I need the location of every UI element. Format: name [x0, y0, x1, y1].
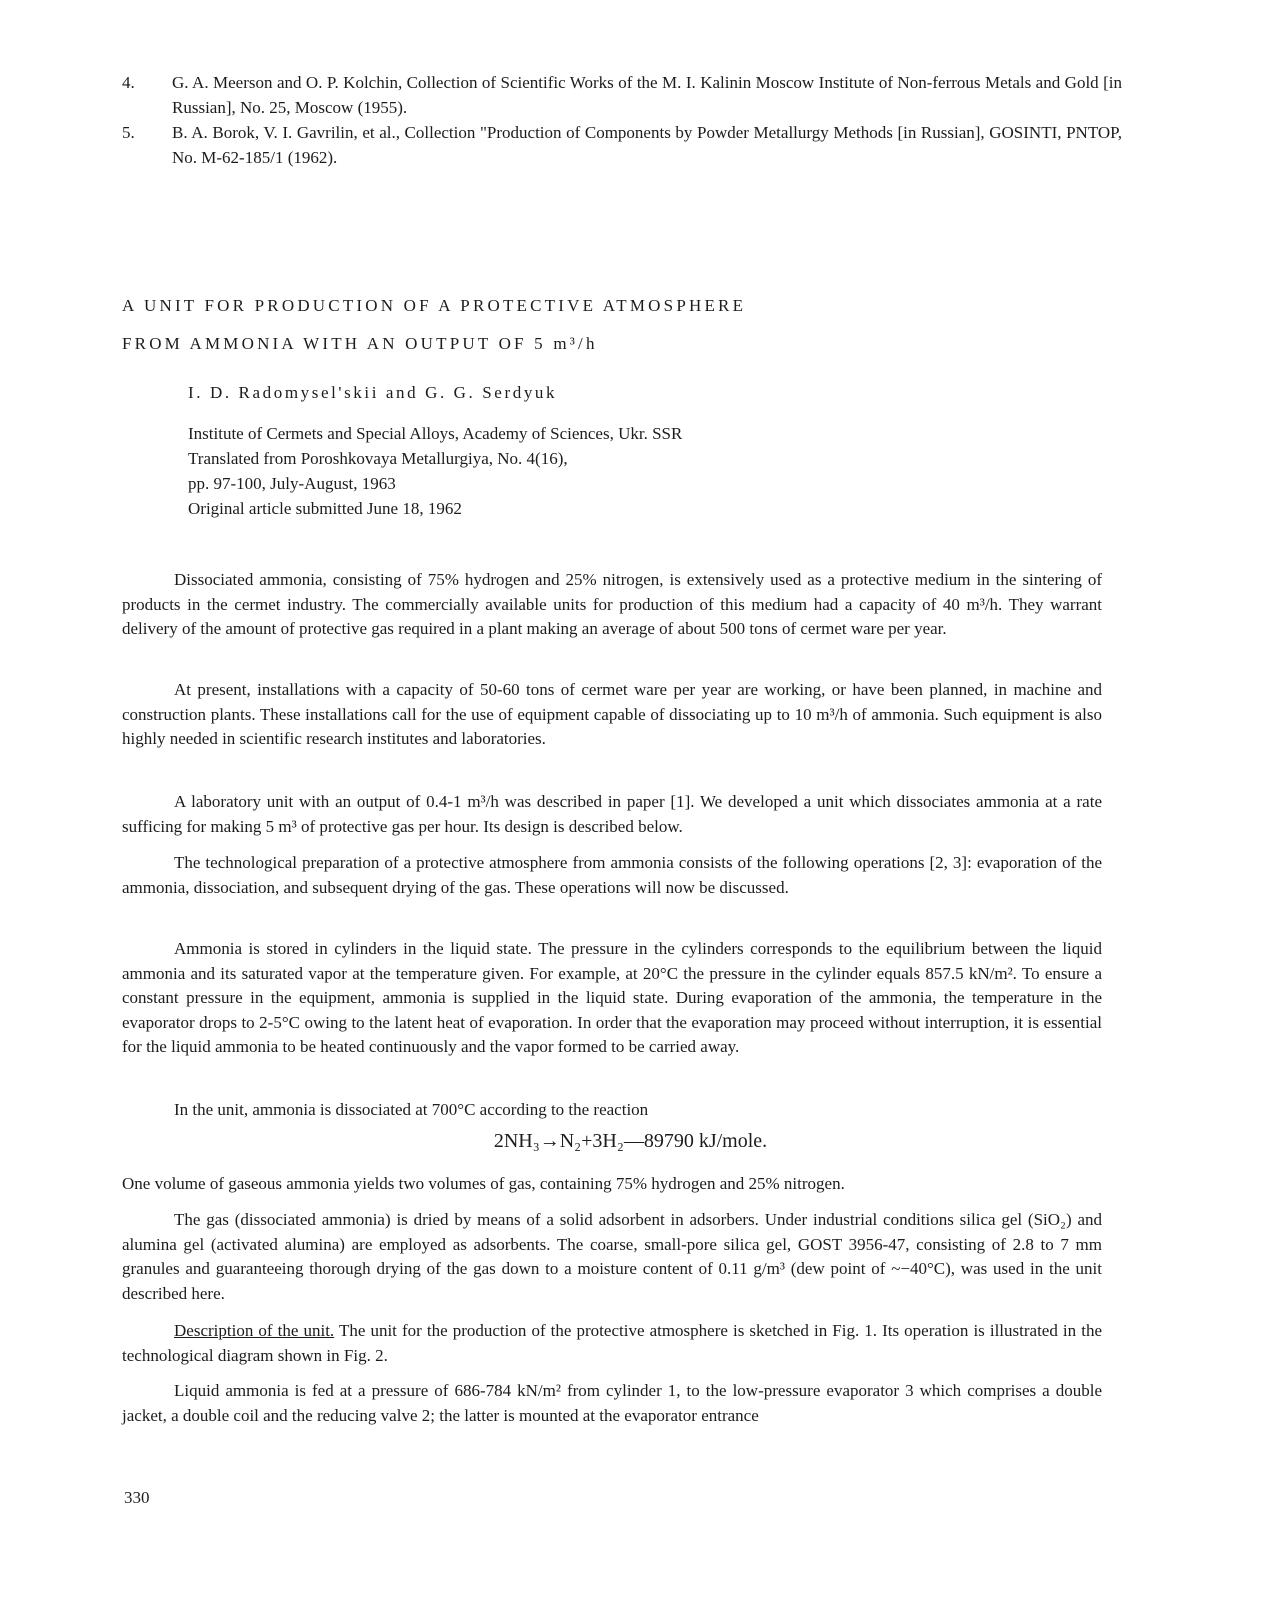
paragraph-10: Liquid ammonia is fed at a pressure of 686-784 kN/m² from cylinder 1, to the low-pressure evaporator 3 which comprises a double jacket, a double coil and the reducing valve 2; the latter is mounted at the evaporator entrance — [122, 1381, 1102, 1425]
reference-number: 4. — [122, 73, 135, 92]
reference-5 — [122, 120, 1122, 170]
paragraph-4: The technological preparation of a protective atmosphere from ammonia consists of the following operations [2, 3]: evaporation of the ammonia, dissociation, and subsequent drying of the gas. These operations will now be discussed. — [122, 853, 1102, 897]
paragraph-7: One volume of gaseous ammonia yields two volumes of gas, containing 75% hydrogen and 25% nitrogen. — [122, 1174, 845, 1193]
paragraph-2: At present, installations with a capacity of 50-60 tons of cermet ware per year are working, or have been planned, in machine and construction plants. These installations call for the use of equipment capable of dissociating up to 10 m³/h of ammonia. Such equipment is also highly needed in scientific research institutes and laboratories. — [122, 680, 1102, 748]
paragraph-9-text: The unit for the production of the protective atmosphere is sketched in Fig. 1. Its operation is illustrated in the technological diagram shown in Fig. 2. — [122, 1321, 1102, 1365]
affiliation-line: Translated from Poroshkovaya Metallurgiya, No. 4(16), — [188, 449, 568, 468]
article-title-line-2: FROM AMMONIA WITH AN OUTPUT OF 5 m³/h — [122, 334, 598, 353]
affiliation-line: Institute of Cermets and Special Alloys, Academy of Sciences, Ukr. SSR — [188, 424, 683, 443]
affiliation-line: pp. 97-100, July-August, 1963 — [188, 474, 396, 493]
article-authors: I. D. Radomysel'skii and G. G. Serdyuk — [188, 383, 558, 402]
article-title-line-1: A UNIT FOR PRODUCTION OF A PROTECTIVE ATMOSPHERE — [122, 296, 747, 315]
paragraph-1: Dissociated ammonia, consisting of 75% hydrogen and 25% nitrogen, is extensively used as a protective medium in the sintering of products in the cermet industry. The commercially available units for production of this medium had a capacity of 40 m³/h. They warrant delivery of the amount of protective gas required in a plant making an average of about 500 tons of cermet ware per year. — [122, 570, 1102, 638]
paragraph-3: A laboratory unit with an output of 0.4-1 m³/h was described in paper [1]. We developed a unit which dissociates ammonia at a rate sufficing for making 5 m³ of protective gas per hour. Its design is described below. — [122, 792, 1102, 836]
reaction-equation: 2NH₃→N₂+3H₂—89790 kJ/mole. — [493, 1130, 768, 1152]
page-number: 330 — [124, 1488, 150, 1507]
reference-4 — [122, 70, 1122, 120]
paragraph-9 — [122, 1319, 1102, 1368]
paragraph-5: Ammonia is stored in cylinders in the liquid state. The pressure in the cylinders corresponds to the equilibrium between the liquid ammonia and its saturated vapor at the temperature given. For example, at 20°C the pressure in the cylinder equals 857.5 kN/m². To ensure a constant pressure in the equipment, ammonia is supplied in the liquid state. During evaporation of the ammonia, the temperature in the evaporator drops to 2-5°C owing to the latent heat of evaporation. In order that the evaporation may proceed without interruption, it is essential for the liquid ammonia to be heated continuously and the vapor formed to be carried away. — [122, 939, 1102, 1056]
section-heading: Description of the unit. — [174, 1321, 335, 1340]
reference-text: B. A. Borok, V. I. Gavrilin, et al., Collection "Production of Components by Powder Metallurgy Methods [in Russian], GOSINTI, PNTOP, No. M-62-185/1 (1962). — [172, 123, 1122, 167]
affiliation-line: Original article submitted June 18, 1962 — [188, 499, 462, 518]
paragraph-6: In the unit, ammonia is dissociated at 700°C according to the reaction — [174, 1100, 649, 1119]
article-affiliation — [188, 421, 682, 521]
reference-text: G. A. Meerson and O. P. Kolchin, Collection of Scientific Works of the M. I. Kalinin Moscow Institute of Non-ferrous Metals and Gold [in Russian], No. 25, Moscow (1955). — [172, 73, 1122, 117]
paragraph-8: The gas (dissociated ammonia) is dried by means of a solid adsorbent in adsorbers. Under industrial conditions silica gel (SiO₂) and alumina gel (activated alumina) are employed as adsorbents. The coarse, small-pore silica gel, GOST 3956-47, consisting of 2.8 to 7 mm granules and guaranteeing thorough drying of the gas down to a moisture content of 0.11 g/m³ (dew point of ~−40°C), was used in the unit described here. — [122, 1210, 1102, 1303]
reference-number: 5. — [122, 123, 135, 142]
